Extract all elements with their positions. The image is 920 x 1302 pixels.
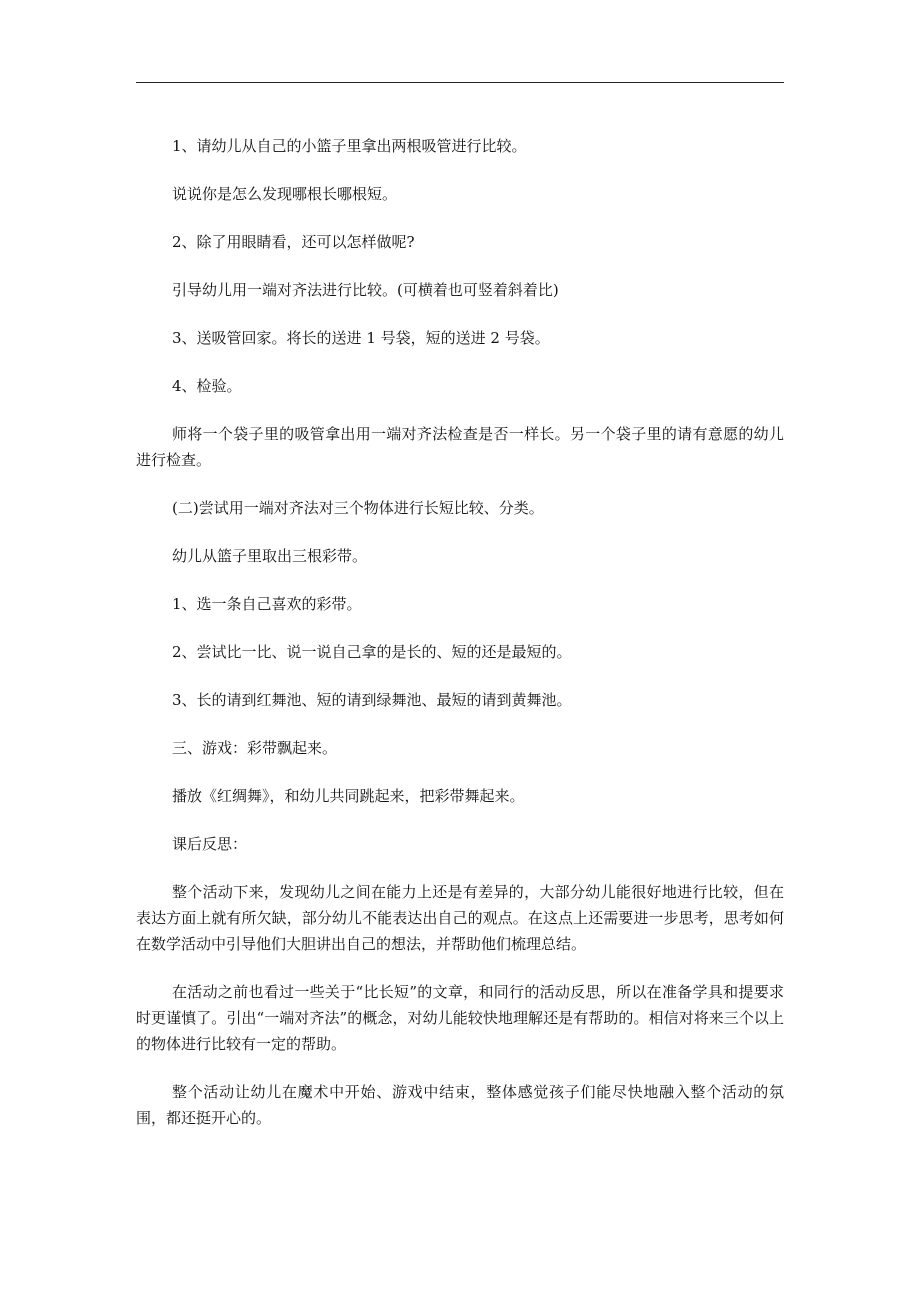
paragraph: 在活动之前也看过一些关于“比长短”的文章，和同行的活动反思，所以在准备学具和提要求时更谨慎了。引出“一端对齐法”的概念，对幼儿能较快地理解还是有帮助的。相信对将来三个以上的物体进行比较有一定的帮助。 xyxy=(136,983,784,1053)
paragraph: 三、游戏：彩带飘起来。 xyxy=(172,739,338,757)
paragraph: 说说你是怎么发现哪根长哪根短。 xyxy=(172,185,398,203)
paragraph: 引导幼儿用一端对齐法进行比较。(可横着也可竖着斜着比) xyxy=(172,281,559,299)
document-body xyxy=(136,133,784,1153)
paragraph: 1、请幼儿从自己的小篮子里拿出两根吸管进行比较。 xyxy=(172,137,527,155)
paragraph: 师将一个袋子里的吸管拿出用一端对齐法检查是否一样长。另一个袋子里的请有意愿的幼儿进行检查。 xyxy=(136,425,784,469)
paragraph: 幼儿从篮子里取出三根彩带。 xyxy=(172,547,368,565)
paragraph: 播放《红绸舞》，和幼儿共同跳起来，把彩带舞起来。 xyxy=(172,787,525,805)
paragraph: 4、检验。 xyxy=(172,377,242,395)
header-rule xyxy=(136,82,784,83)
paragraph: 3、送吸管回家。将长的送进 1 号袋，短的送进 2 号袋。 xyxy=(172,329,550,347)
paragraph: 2、尝试比一比、说一说自己拿的是长的、短的还是最短的。 xyxy=(172,643,572,661)
paragraph: 整个活动下来，发现幼儿之间在能力上还是有差异的，大部分幼儿能很好地进行比较，但在表达方面上就有所欠缺，部分幼儿不能表达出自己的观点。在这点上还需要进一步思考，思考如何在数学活动中引导他们大胆讲出自己的想法，并帮助他们梳理总结。 xyxy=(136,883,784,953)
paragraph: 课后反思： xyxy=(172,835,248,853)
paragraph: 3、长的请到红舞池、短的请到绿舞池、最短的请到黄舞池。 xyxy=(172,691,572,709)
paragraph: (二)尝试用一端对齐法对三个物体进行长短比较、分类。 xyxy=(172,499,544,517)
paragraph: 2、除了用眼睛看，还可以怎样做呢? xyxy=(172,233,415,251)
paragraph: 整个活动让幼儿在魔术中开始、游戏中结束，整体感觉孩子们能尽快地融入整个活动的氛围，都还挺开心的。 xyxy=(136,1083,784,1127)
paragraph: 1、选一条自己喜欢的彩带。 xyxy=(172,595,362,613)
